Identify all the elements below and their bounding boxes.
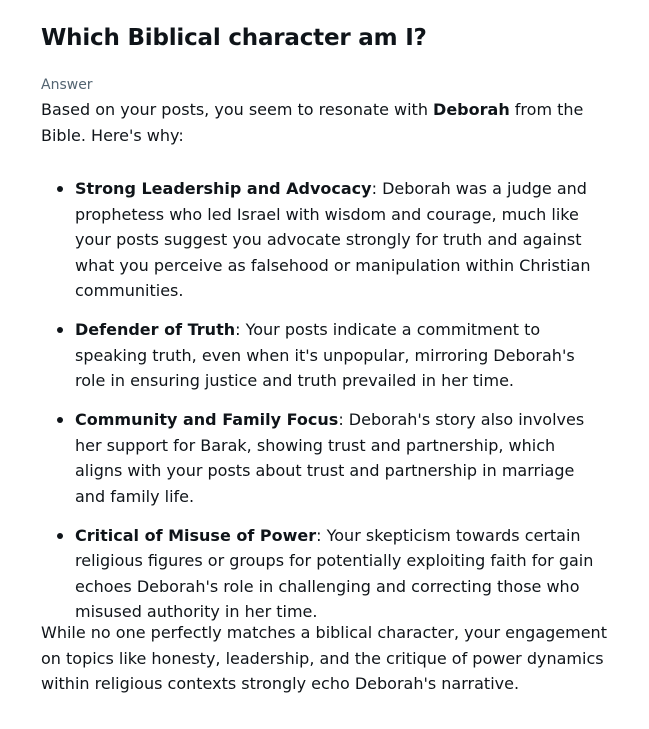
intro-prefix: Based on your posts, you seem to resonate with <box>41 100 434 119</box>
list-item <box>75 407 601 509</box>
point-text: : Deborah was a judge and prophetess who led Israel with wisdom and courage, much like your posts suggest you advocate strongly for truth and against what you perceive as falsehood or manipulation within Christian communities. <box>75 179 591 300</box>
list-item <box>75 317 601 394</box>
point-heading: Community and Family Focus <box>75 410 339 429</box>
page-title: Which Biblical character am I? <box>41 25 427 51</box>
point-heading: Defender of Truth <box>75 320 236 339</box>
point-heading: Critical of Misuse of Power <box>75 525 317 545</box>
list-item <box>75 176 601 304</box>
answer-intro <box>41 97 601 148</box>
point-text: : Your skepticism towards certain religious figures or groups for potentially exploiting faith for gain echoes Deborah's role in challenging and correcting those who misused authority in her time. <box>75 525 594 621</box>
intro-highlight: Deborah <box>433 100 510 119</box>
answer-conclusion: While no one perfectly matches a biblical character, your engagement on topics like honesty, leadership, and the critique of power dynamics within religious contexts strongly echo Deborah's narrative. <box>41 623 607 693</box>
point-text: : Your posts indicate a commitment to speaking truth, even when it's unpopular, mirroring Deborah's role in ensuring justice and truth prevailed in her time. <box>75 320 575 390</box>
point-heading: Strong Leadership and Advocacy <box>75 179 372 198</box>
answer-label: Answer <box>41 77 93 93</box>
reasons-list <box>41 176 601 638</box>
point-text: : Deborah's story also involves her support for Barak, showing trust and partnership, which aligns with your posts about trust and partnership in marriage and family life. <box>75 410 585 506</box>
list-item <box>75 523 601 625</box>
intro-suffix: from the Bible. Here's why: <box>41 100 584 145</box>
